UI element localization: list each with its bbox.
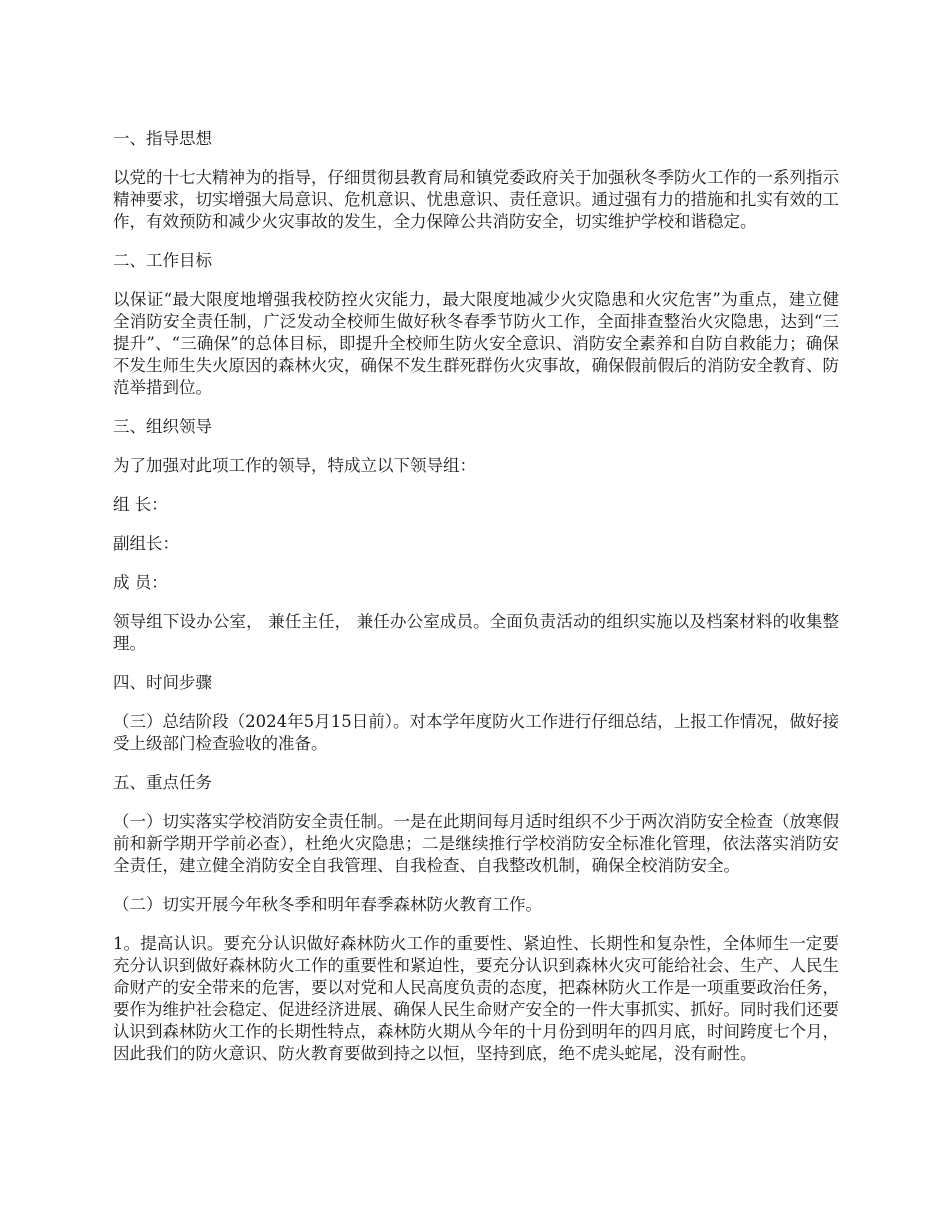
section-heading-key-tasks: 五、重点任务	[113, 773, 212, 792]
paragraph-organization-intro: 为了加强对此项工作的领导，特成立以下领导组：	[113, 456, 476, 475]
paragraph-members: 成 员：	[113, 573, 168, 592]
section-heading-time-steps: 四、时间步骤	[113, 673, 212, 692]
section-heading-work-goals: 二、工作目标	[113, 251, 212, 270]
paragraph-summary-stage: （三）总结阶段（2024年5月15日前）。对本学年度防火工作进行仔细总结，上报工作情况，做好接受上级部门检查验收的准备。	[113, 712, 839, 753]
paragraph-group-leader: 组 长：	[113, 495, 168, 514]
paragraph-deputy-leader: 副组长：	[113, 534, 179, 553]
paragraph-guiding-thought: 以党的十七大精神为的指导，仔细贯彻县教育局和镇党委政府关于加强秋冬季防火工作的一系列指示精神要求，切实增强大局意识、危机意识、忧患意识、责任意识。通过强有力的措施和扎实有效的工作，有效预防和减少火灾事故的发生，全力保障公共消防安全，切实维护学校和谐稳定。	[113, 168, 839, 231]
paragraph-raise-awareness: 1。提高认识。要充分认识做好森林防火工作的重要性、紧迫性、长期性和复杂性，全体师生一定要充分认识到做好森林防火工作的重要性和紧迫性，要充分认识到森林火灾可能给社会、生产、人民生命财产的安全带来的危害，要以对党和人民高度负责的态度，把森林防火工作是一项重要政治任务，要作为维护社会稳定、促进经济进展、确保人民生命财产安全的一件大事抓实、抓好。同时我们还要认识到森林防火工作的长期性特点，森林防火期从今年的十月份到明年的四月底，时间跨度七个月，因此我们的防火意识、防火教育要做到持之以恒，坚持到底，绝不虎头蛇尾，没有耐性。	[113, 934, 839, 1063]
document-page	[113, 128, 839, 1082]
section-heading-guiding-thought: 一、指导思想	[113, 129, 212, 148]
section-heading-organization: 三、组织领导	[113, 417, 212, 436]
paragraph-task-two: （二）切实开展今年秋冬季和明年春季森林防火教育工作。	[113, 895, 542, 914]
paragraph-task-one: （一）切实落实学校消防安全责任制。一是在此期间每月适时组织不少于两次消防安全检查（放寒假前和新学期开学前必查），杜绝火灾隐患；二是继续推行学校消防安全标准化管理，依法落实消防安全责任，建立健全消防安全自我管理、自我检查、自我整改机制，确保全校消防安全。	[113, 812, 839, 875]
paragraph-work-goals: 以保证“最大限度地增强我校防控火灾能力，最大限度地减少火灾隐患和火灾危害”为重点，建立健全消防安全责任制，广泛发动全校师生做好秋冬春季节防火工作，全面排查整治火灾隐患，达到“三提升”、“三确保”的总体目标，即提升全校师生防火安全意识、消防安全素养和自防自救能力；确保不发生师生失火原因的森林火灾，确保不发生群死群伤火灾事故，确保假前假后的消防安全教育、防范举措到位。	[113, 290, 839, 397]
paragraph-office: 领导组下设办公室， 兼任主任， 兼任办公室成员。全面负责活动的组织实施以及档案材料的收集整理。	[113, 612, 839, 653]
